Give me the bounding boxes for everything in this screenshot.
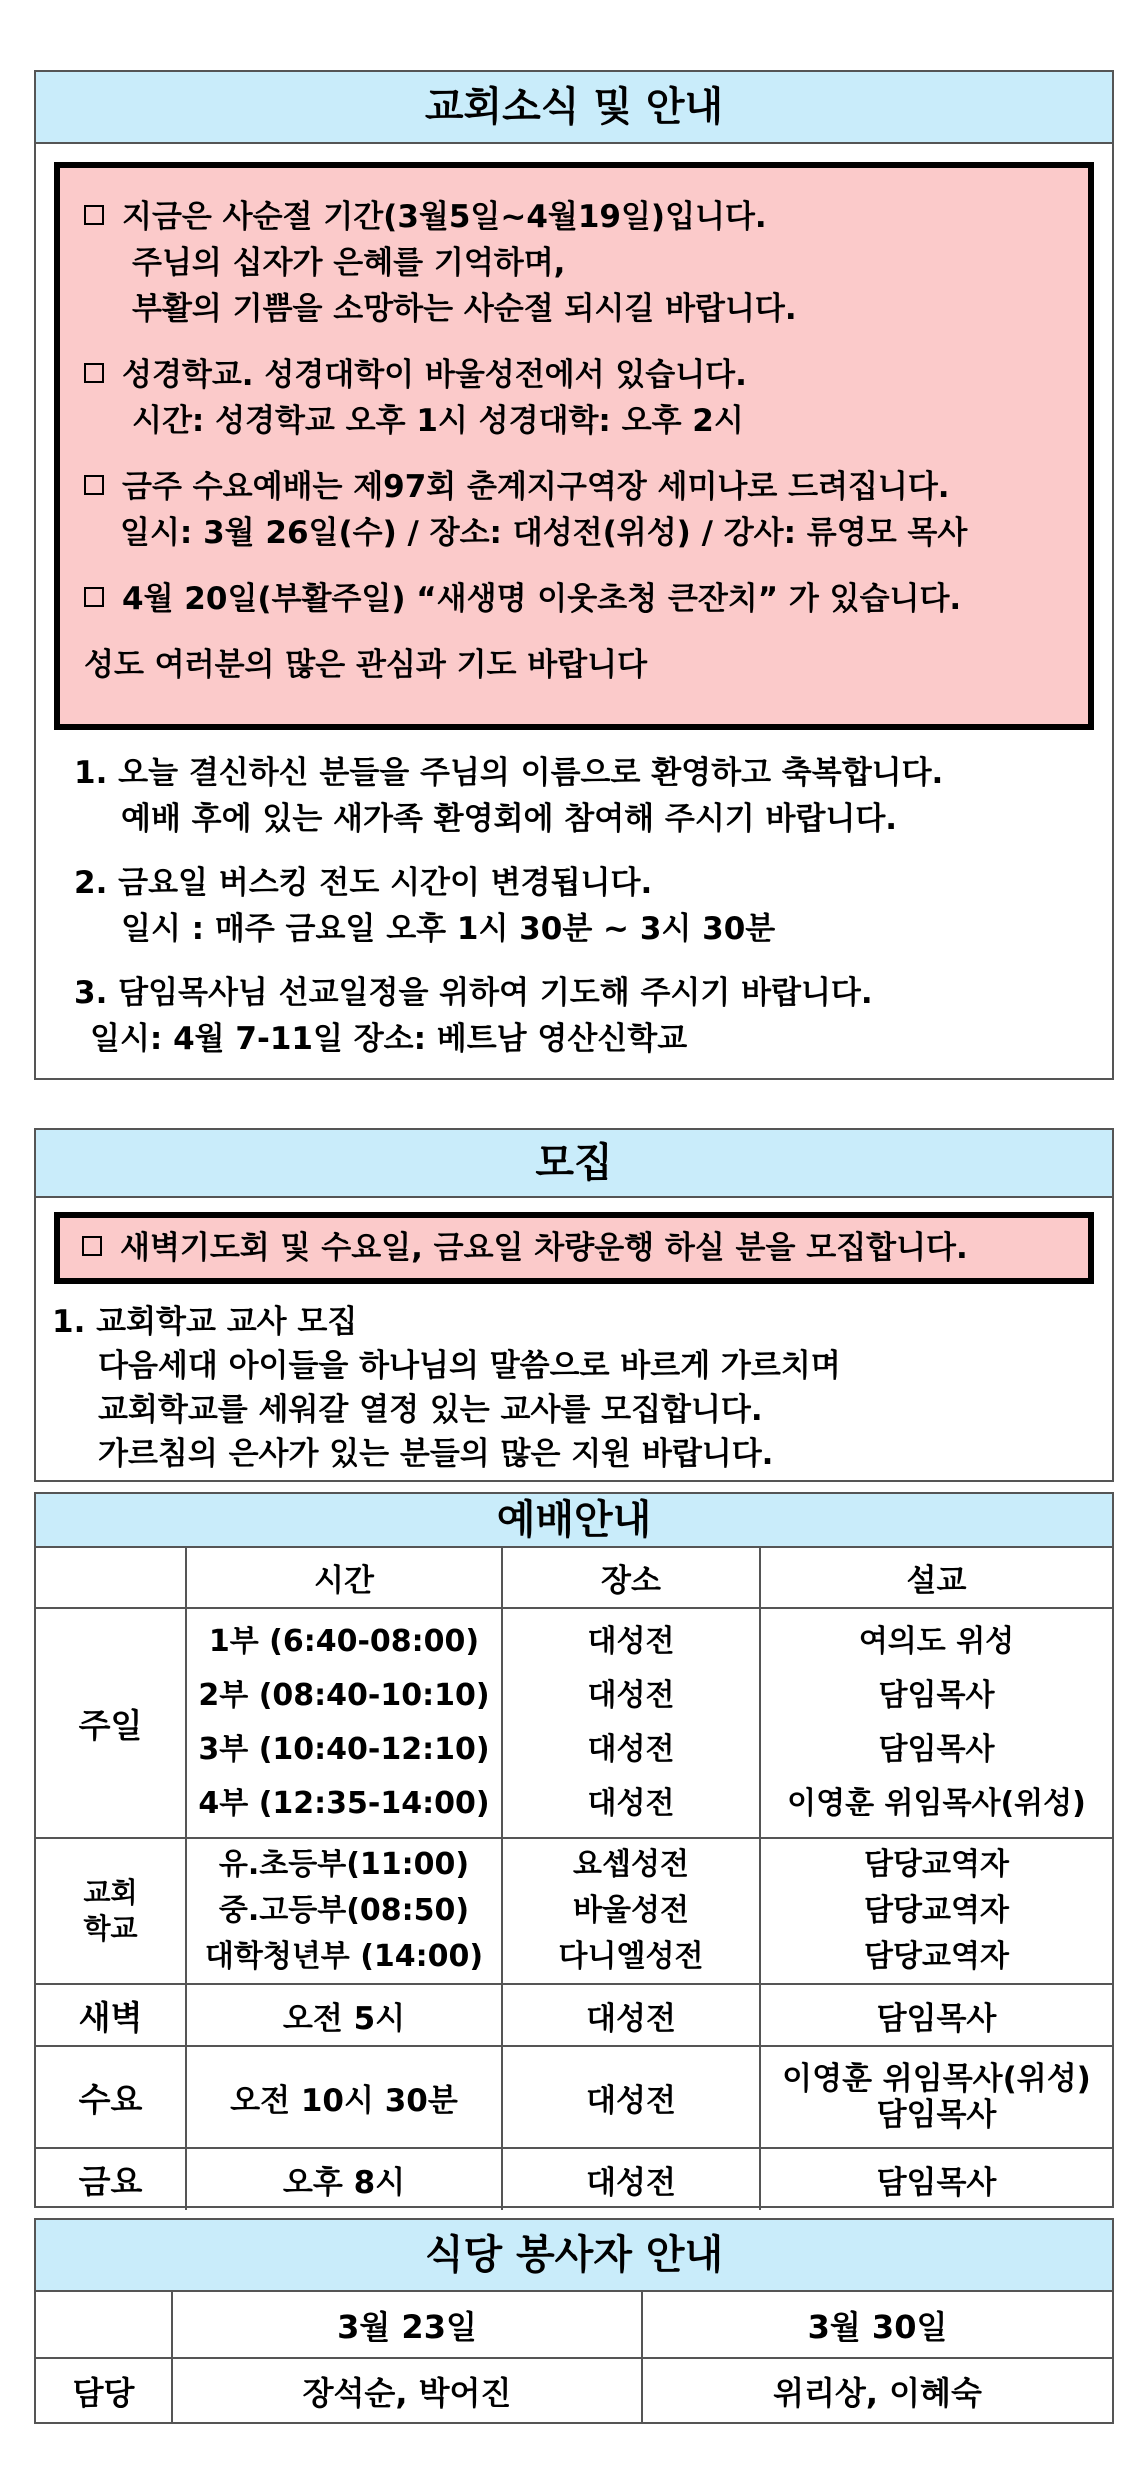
worship-row-dawn: 새벽 오전 5시 대성전 담임목사 bbox=[36, 1984, 1112, 2046]
church-school-label: 교회 학교 bbox=[36, 1838, 186, 1984]
checkbox-bullet-icon bbox=[84, 363, 104, 383]
notice-item: 2. 금요일 버스킹 전도 시간이 변경됩니다. 일시 : 매주 금요일 오후 1시 30분 ~ 3시 30분 bbox=[74, 865, 776, 947]
news-item-easter-feast: 4월 20일(부활주일) “새생명 이웃초청 큰잔치” 가 있습니다. bbox=[84, 576, 1064, 622]
meal-volunteer-title: 식당 봉사자 안내 bbox=[36, 2220, 1112, 2292]
church-news-panel bbox=[34, 70, 1114, 1080]
news-closing: 성도 여러분의 많은 관심과 기도 바랍니다 bbox=[84, 647, 648, 683]
worship-row-friday: 금요 오후 8시 대성전 담임목사 bbox=[36, 2148, 1112, 2210]
worship-row-church-school: 교회 학교 유.초등부(11:00) 중.고등부(08:50) 대학청년부 (14:00) 요셉성전 바울성전 다니엘성전 담당교역자 담당교역자 담당교역자 bbox=[36, 1838, 1112, 1984]
news-item-wednesday-seminar: 금주 수요예배는 제97회 춘계지구역장 세미나로 드려집니다. 일시: 3월 26일(수) / 장소: 대성전(위성) / 강사: 류영모 목사 bbox=[84, 464, 1064, 556]
recruit-panel bbox=[34, 1128, 1114, 1482]
checkbox-bullet-icon bbox=[84, 205, 104, 225]
notice-item: 3. 담임목사님 선교일정을 위하여 기도해 주시기 바랍니다. 일시: 4월 7-11일 장소: 베트남 영산신학교 bbox=[74, 975, 873, 1057]
worship-header-row: 시간 장소 설교 bbox=[36, 1548, 1112, 1608]
news-item-lent: 지금은 사순절 기간(3월5일~4월19일)입니다. 주님의 십자가 은혜를 기억하며, 부활의 기쁨을 소망하는 사순절 되시길 바랍니다. bbox=[84, 194, 1064, 332]
checkbox-bullet-icon bbox=[84, 587, 104, 607]
notice-list bbox=[74, 750, 1104, 1080]
worship-panel bbox=[34, 1492, 1114, 2208]
meal-volunteer-row: 담당 장석순, 박어진 위리상, 이혜숙 bbox=[36, 2358, 1112, 2422]
checkbox-bullet-icon bbox=[84, 475, 104, 495]
news-highlight-box bbox=[54, 162, 1094, 730]
worship-row-sunday: 주일 1부 (6:40-08:00) 2부 (08:40-10:10) 3부 (10:40-12:10) 4부 (12:35-14:00) 대성전 대성전 대성전 대성전 여의도 위성 담임목사 담임목사 이영훈 위임목사(위성) bbox=[36, 1608, 1112, 1838]
recruit-list: 1. 교회학교 교사 모집 다음세대 아이들을 하나님의 말씀으로 바르게 가르치며 교회학교를 세워갈 열정 있는 교사를 모집합니다. 가르침의 은사가 있는 분들의 많은 지원 바랍니다. bbox=[52, 1304, 841, 1472]
meal-date-row: 3월 23일 3월 30일 bbox=[36, 2292, 1112, 2358]
sunday-label: 주일 bbox=[36, 1608, 186, 1838]
recruit-highlight-box: 새벽기도회 및 수요일, 금요일 차량운행 하실 분을 모집합니다. bbox=[54, 1212, 1094, 1284]
worship-title: 예배안내 bbox=[36, 1494, 1112, 1548]
news-item-bible-school: 성경학교. 성경대학이 바울성전에서 있습니다. 시간: 성경학교 오후 1시 성경대학: 오후 2시 bbox=[84, 352, 1064, 444]
worship-table bbox=[36, 1548, 1112, 2210]
checkbox-bullet-icon bbox=[82, 1236, 102, 1256]
worship-row-wednesday: 수요 오전 10시 30분 대성전 이영훈 위임목사(위성) 담임목사 bbox=[36, 2046, 1112, 2148]
meal-volunteer-table bbox=[36, 2292, 1112, 2422]
recruit-title: 모집 bbox=[36, 1130, 1112, 1198]
notice-item: 1. 오늘 결신하신 분들을 주님의 이름으로 환영하고 축복합니다. 예배 후에 있는 새가족 환영회에 참여해 주시기 바랍니다. bbox=[74, 755, 944, 837]
meal-volunteer-panel bbox=[34, 2218, 1114, 2424]
church-news-title: 교회소식 및 안내 bbox=[36, 72, 1112, 144]
